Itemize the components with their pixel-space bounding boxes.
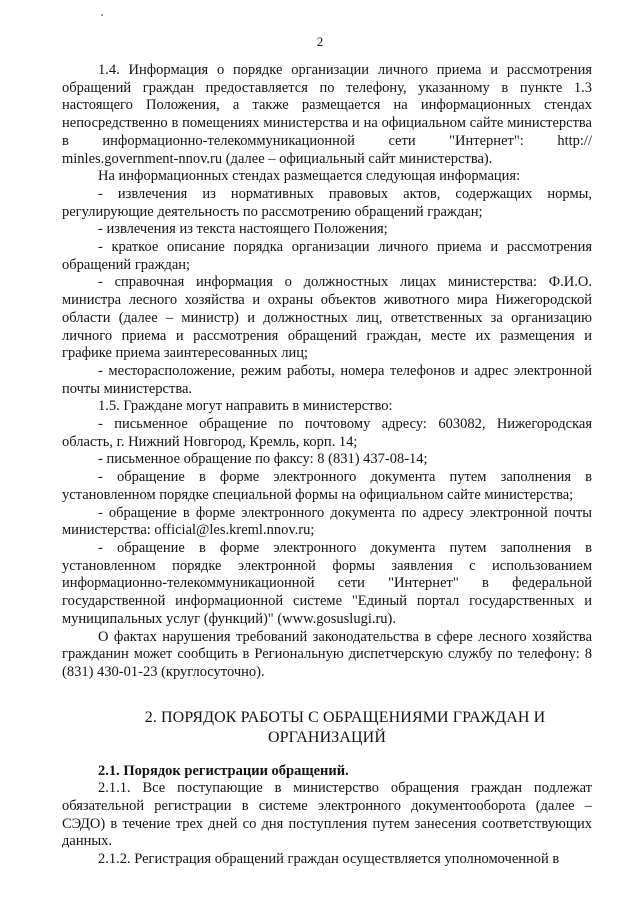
paragraph-1-4: 1.4. Информация о порядке организации личного приема и рассмотрения обращений граждан предоставляется по телефону, указанному в пункте 1.3 настоящего Положения, а также размещается на информационных стендах непосредственно в помещениях министерства и на официальном сайте министерства в информационно-телекоммуникационной сети "Интернет": http:// minles.government-nnov.ru (далее – официальный сайт министерства). <box>62 62 592 167</box>
list-item: - месторасположение, режим работы, номера телефонов и адрес электронной почты министерства. <box>62 362 592 397</box>
scan-mark <box>101 14 103 16</box>
list-item: - извлечения из нормативных правовых актов, содержащих нормы, регулирующие деятельность по рассмотрению обращений граждан; <box>62 185 592 220</box>
list-item: - обращение в форме электронного документа путем заполнения в установленном порядке специальной формы на официальном сайте министерства; <box>62 469 592 503</box>
paragraph-2-1-2: 2.1.2. Регистрация обращений граждан осуществляется уполномоченной в <box>98 851 560 868</box>
list-item: - краткое описание порядка организации личного приема и рассмотрения обращений граждан; <box>62 239 592 273</box>
list-item: - письменное обращение по факсу: 8 (831) 437-08-14; <box>98 451 428 468</box>
paragraph-2-1-1: 2.1.1. Все поступающие в министерство обращения граждан подлежат обязательной регистрации в системе электронного документооборота (далее – СЭДО) в течение трех дней со дня поступления путем занесения соответствующих данных. <box>62 780 592 850</box>
subsection-heading: 2.1. Порядок регистрации обращений. <box>98 762 349 779</box>
paragraph-stands-intro: На информационных стендах размещается следующая информация: <box>98 168 521 185</box>
list-item: - извлечения из текста настоящего Положения; <box>98 221 388 238</box>
list-item: - обращение в форме электронного документа по адресу электронной почты министерства: official@les.kreml.nnov.ru; <box>62 504 592 539</box>
paragraph-violations: О фактах нарушения требований законодательства в сфере лесного хозяйства гражданин может сообщить в Региональную диспетчерскую службу по телефону: 8 (831) 430-01-23 (круглосуточно). <box>62 628 592 680</box>
page-number: 2 <box>316 34 324 49</box>
list-item: - обращение в форме электронного документа путем заполнения в установленном порядке электронной формы заявления с использованием информационно-телекоммуникационной сети "Интернет" в федеральной государственной информационной системе "Единый портал государственных и муниципальных услуг (функций)" (www.gosuslugi.ru). <box>62 539 592 627</box>
section-heading: 2. ПОРЯДОК РАБОТЫ С ОБРАЩЕНИЯМИ ГРАЖДАН И ОРГАНИЗАЦИЙ <box>144 708 546 746</box>
document-body <box>62 62 592 869</box>
paragraph-1-5: 1.5. Граждане могут направить в министерство: <box>98 398 393 415</box>
list-item: - справочная информация о должностных лицах министерства: Ф.И.О. министра лесного хозяйства и охраны объектов животного мира Нижегородской области (далее – министр) и должностных лиц, ответственных за организацию личного приема и рассмотрения обращений граждан, месте их размещения и графике приема заинтересованных лиц; <box>62 274 592 362</box>
list-item: - письменное обращение по почтовому адресу: 603082, Нижегородская область, г. Нижний Новгород, Кремль, корп. 14; <box>62 416 592 450</box>
